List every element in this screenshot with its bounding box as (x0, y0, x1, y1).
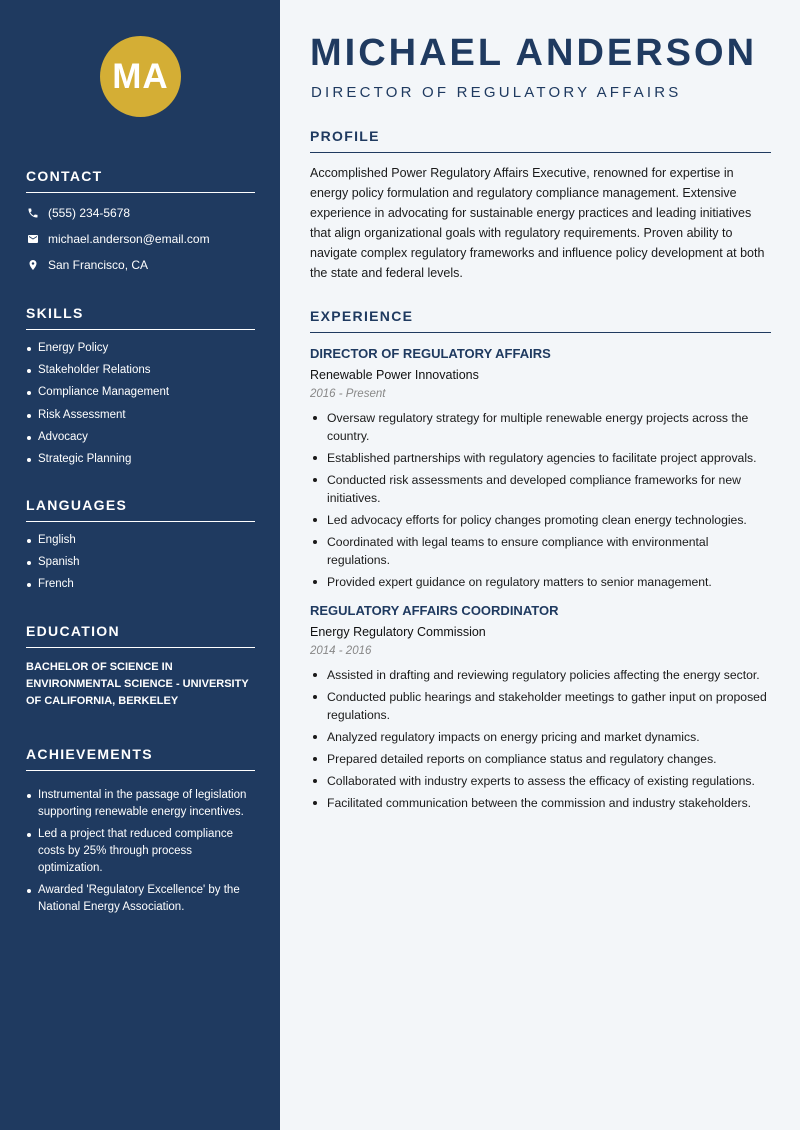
skill-item: Risk Assessment (26, 408, 255, 422)
job-bullet: Conducted public hearings and stakeholder meetings to gather input on proposed regulations. (310, 688, 771, 724)
job-dates: 2016 - Present (310, 388, 386, 400)
job-bullet: Oversaw regulatory strategy for multiple renewable energy projects across the country. (310, 409, 771, 445)
skill-item: Energy Policy (26, 341, 255, 355)
experience-section (310, 308, 771, 816)
job-bullets (310, 666, 771, 812)
skills-section (26, 305, 255, 474)
skills-list (26, 341, 255, 466)
location-pin-icon (26, 258, 40, 272)
job-bullet: Analyzed regulatory impacts on energy pricing and market dynamics. (310, 728, 771, 746)
job-company: Energy Regulatory Commission (310, 625, 486, 639)
profile-text: Accomplished Power Regulatory Affairs Executive, renowned for expertise in energy policy formulation and regulatory compliance management. Extensive experience in advocating for sustainable energy practices and leading initiatives that align organizational goals with regulatory requirements. Proven ability to navigate complex regulatory frameworks and influence policy development at both the state and federal levels. (310, 166, 765, 280)
education-heading: EDUCATION (26, 623, 255, 648)
experience-heading: EXPERIENCE (310, 308, 771, 333)
skill-item: Compliance Management (26, 385, 255, 399)
contact-heading: CONTACT (26, 168, 255, 193)
email-text: michael.anderson@email.com (48, 232, 210, 246)
languages-section (26, 497, 255, 600)
contact-section (26, 168, 255, 273)
location-text: San Francisco, CA (48, 258, 149, 272)
achievements-list (26, 787, 255, 916)
language-item: French (26, 577, 255, 591)
education-degree: BACHELOR OF SCIENCE IN ENVIRONMENTAL SCIENCE - UNIVERSITY OF CALIFORNIA, BERKELEY (26, 661, 249, 707)
achievements-section (26, 746, 255, 921)
job-bullet: Assisted in drafting and reviewing regulatory policies affecting the energy sector. (310, 666, 771, 684)
candidate-name: MICHAEL ANDERSON (310, 32, 758, 74)
contact-location (26, 257, 255, 273)
achievement-item: Instrumental in the passage of legislation supporting renewable energy incentives. (26, 787, 255, 821)
contact-phone (26, 205, 255, 221)
job-title: DIRECTOR OF REGULATORY AFFAIRS (310, 346, 551, 361)
skill-item: Advocacy (26, 430, 255, 444)
achievements-heading: ACHIEVEMENTS (26, 746, 255, 771)
job-bullet: Provided expert guidance on regulatory matters to senior management. (310, 573, 771, 591)
profile-section (310, 128, 771, 283)
profile-heading: PROFILE (310, 128, 771, 153)
job-company: Renewable Power Innovations (310, 368, 479, 382)
candidate-title: DIRECTOR OF REGULATORY AFFAIRS (311, 84, 682, 101)
achievement-item: Awarded 'Regulatory Excellence' by the National Energy Association. (26, 882, 255, 916)
language-item: Spanish (26, 555, 255, 569)
phone-icon (26, 206, 40, 220)
job-bullet: Prepared detailed reports on compliance status and regulatory changes. (310, 750, 771, 768)
job-bullet: Collaborated with industry experts to assess the efficacy of existing regulations. (310, 772, 771, 790)
achievement-item: Led a project that reduced compliance costs by 25% through process optimization. (26, 826, 255, 877)
language-item: English (26, 533, 255, 547)
skills-heading: SKILLS (26, 305, 255, 330)
main-content (280, 0, 800, 1130)
mail-icon (26, 232, 40, 246)
job-bullet: Conducted risk assessments and developed compliance frameworks for new initiatives. (310, 471, 771, 507)
sidebar (0, 0, 280, 1130)
skill-item: Stakeholder Relations (26, 363, 255, 377)
job-entry (310, 346, 771, 591)
avatar: MA (100, 36, 181, 117)
job-bullet: Established partnerships with regulatory agencies to facilitate project approvals. (310, 449, 771, 467)
education-section (26, 623, 255, 710)
languages-heading: LANGUAGES (26, 497, 255, 522)
job-bullets (310, 409, 771, 591)
job-entry (310, 603, 771, 812)
languages-list (26, 533, 255, 591)
contact-email (26, 231, 255, 247)
job-dates: 2014 - 2016 (310, 645, 372, 657)
job-bullet: Facilitated communication between the commission and industry stakeholders. (310, 794, 771, 812)
job-bullet: Led advocacy efforts for policy changes promoting clean energy technologies. (310, 511, 771, 529)
job-bullet: Coordinated with legal teams to ensure compliance with environmental regulations. (310, 533, 771, 569)
job-title: REGULATORY AFFAIRS COORDINATOR (310, 603, 559, 618)
phone-text: (555) 234-5678 (48, 206, 131, 220)
skill-item: Strategic Planning (26, 452, 255, 466)
